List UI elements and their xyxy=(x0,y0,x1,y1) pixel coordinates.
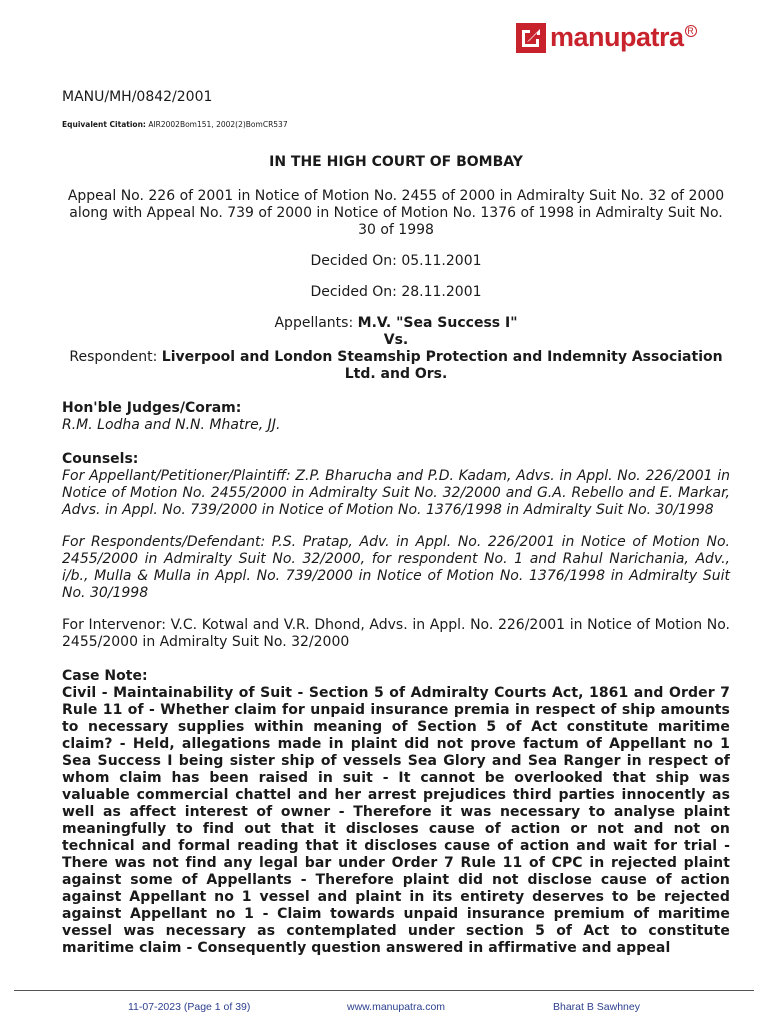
counsel-respondent: For Respondents/Defendant: P.S. Pratap, Adv. in Appl. No. 226/2001 in Notice of Motion No. 2455/2000 in Admiralty Suit No. 32/2000, for respondent No. 1 and Rahul Narichania, Adv., i/b., Mulla & Mulla in Appl. No. 739/2000 in Notice of Motion No. 1376/1998 in Admiralty Suit No. 30/1998 xyxy=(62,534,730,601)
respondent-label: Respondent: xyxy=(69,349,158,365)
registered-mark: R xyxy=(685,25,697,37)
court-title: IN THE HIGH COURT OF BOMBAY xyxy=(269,154,523,170)
equivalent-citation xyxy=(62,116,730,133)
decided-on-1: Decided On: 05.11.2001 xyxy=(310,253,482,269)
versus: Vs. xyxy=(383,332,409,348)
respondent-value: Liverpool and London Steamship Protection and Indemnity Association Ltd. and Ors. xyxy=(161,349,723,382)
manupatra-logo xyxy=(516,22,697,53)
case-note-heading: Case Note: xyxy=(62,668,148,684)
counsels-heading: Counsels: xyxy=(62,451,139,467)
appellants-label: Appellants: xyxy=(274,315,354,331)
manupatra-logo-icon xyxy=(516,23,546,53)
equivalent-citation-value: AIR2002Bom151, 2002(2)BomCR537 xyxy=(148,120,288,129)
counsel-intervenor: For Intervenor: V.C. Kotwal and V.R. Dhond, Advs. in Appl. No. 226/2001 in Notice of Motion No. 2455/2000 in Admiralty Suit No. 32/2000 xyxy=(62,617,730,650)
appellants-line xyxy=(62,315,730,332)
equivalent-citation-label: Equivalent Citation: xyxy=(62,120,146,129)
footer-website[interactable]: www.manupatra.com xyxy=(347,1001,446,1013)
counsel-appellant: For Appellant/Petitioner/Plaintiff: Z.P. Bharucha and P.D. Kadam, Advs. in Appl. No. 226/2001 in Notice of Motion No. 2455/2000 in Admiralty Suit No. 32/2000 and G.A. Rebello and E. Markar, Advs. in Appl. No. 739/2000 in Notice of Motion No. 1376/1998 in Admiralty Suit No. 30/1998 xyxy=(62,468,730,518)
footer-divider xyxy=(14,990,754,991)
decided-on-2: Decided On: 28.11.2001 xyxy=(310,284,482,300)
versus-line xyxy=(62,332,730,349)
case-note-text: Civil - Maintainability of Suit - Section 5 of Admiralty Courts Act, 1861 and Order 7 Rule 11 of - Whether claim for unpaid insurance premia in respect of ship amounts to necessary supplies within meaning of Section 5 of Act constitute maritime claim? - Held, allegations made in plaint did not prove factum of Appellant no 1 Sea Success I being sister ship of vessels Sea Glory and Sea Ranger in respect of whom claim has been raised in suit - It cannot be overlooked that ship was valuable commercial chattel and her arrest prejudices third parties innocently as well as affect interest of owner - Therefore it was necessary to analyse plaint meaningfully to find out that it discloses cause of action or not and not on technical and formal reading that it discloses cause of action and wait for trial - There was not find any legal bar under Order 7 Rule 11 of CPC in rejected plaint against some of Appellants - Therefore plaint did not disclose cause of action against Appellant no 1 vessel and plaint in its entirety deserves to be rejected against Appellant no 1 - Claim towards unpaid insurance premium of maritime vessel was necessary as contemplated under section 5 of Act to constitute maritime claim - Consequently question answered in affirmative and appeal xyxy=(62,685,730,956)
document-body xyxy=(62,86,730,957)
logo-wordmark: manupatra xyxy=(550,22,684,52)
appellants-value: M.V. "Sea Success I" xyxy=(357,315,518,331)
footer-user: Bharat B Sawhney xyxy=(553,1001,640,1013)
respondent-line xyxy=(62,349,730,383)
judges-names: R.M. Lodha and N.N. Mhatre, JJ. xyxy=(62,417,281,433)
parties-block xyxy=(62,315,730,383)
manu-citation: MANU/MH/0842/2001 xyxy=(62,89,213,105)
judges-heading: Hon'ble Judges/Coram: xyxy=(62,400,242,416)
footer-date-page: 11-07-2023 (Page 1 of 39) xyxy=(128,1001,251,1013)
appeal-line: Appeal No. 226 of 2001 in Notice of Motion No. 2455 of 2000 in Admiralty Suit No. 32 of 2000 along with Appeal No. 739 of 2000 in Notice of Motion No. 1376 of 1998 in Admiralty Suit No. 30 of 1998 xyxy=(67,188,725,238)
